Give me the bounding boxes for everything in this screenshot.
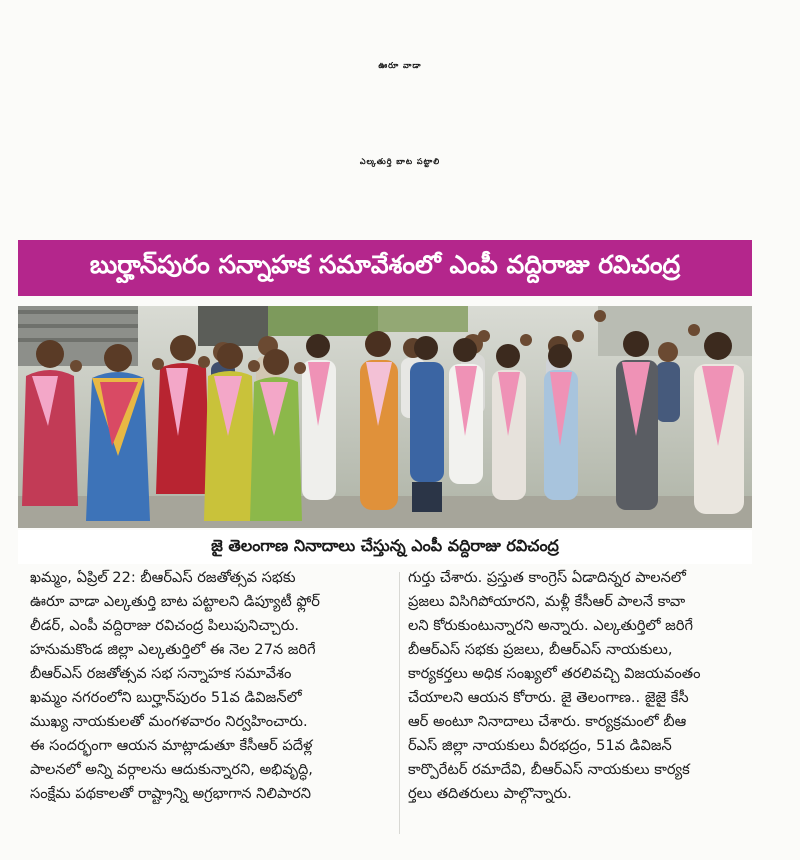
column-divider: [399, 572, 400, 834]
photo-caption: జై తెలంగాణ నినాదాలు చేస్తున్న ఎంపీ వద్దిరాజు రవిచంద్ర: [211, 535, 559, 555]
headline-line-2: ఎల్కతుర్తి బాట పట్టాలి: [359, 157, 441, 166]
article-line: కార్యకర్తలు అధిక సంఖ్యలో తరలివచ్చి విజయవంతం: [408, 665, 701, 682]
article-line: లని కోరుకుంటున్నారని అన్నారు. ఎల్కతుర్తిలో జరిగే: [408, 617, 693, 634]
subheadline-text: బుర్హాన్‌పురం సన్నాహక సమావేశంలో ఎంపీ వద్దిరాజు రవిచంద్ర: [89, 250, 681, 279]
article-line: హనుమకొండ జిల్లా ఎల్కతుర్తిలో ఈ నెల 27న జరిగే: [30, 641, 316, 658]
news-photo: [18, 306, 752, 528]
article-line: ఆర్ అంటూ నినాదాలు చేశారు. కార్యక్రమంలో బీఆ: [408, 713, 687, 730]
article-line: బీఆర్ఎస్ సభకు ప్రజలు, బీఆర్ఎస్ నాయకులు,: [408, 641, 673, 658]
article-line: పాలనలో అన్ని వర్గాలను ఆదుకున్నారని, అభివృద్ధి,: [30, 761, 313, 778]
article-line: కార్పొరేటర్ రమాదేవి, బీఆర్ఎస్ నాయకులు కార్యక: [408, 761, 690, 778]
article-line: ఖమ్మం, ఏప్రిల్ 22: బీఆర్ఎస్ రజతోత్సవ సభకు: [30, 569, 296, 586]
article-line: ప్రజలు విసిగిపోయారని, మళ్లీ కేసీఆర్ పాలనే కావా: [408, 593, 686, 610]
article-line: ఖమ్మం నగరంలోని బుర్హాన్‌పురం 51వ డివిజన్‌లో: [30, 689, 302, 706]
article-column-2: [408, 566, 768, 806]
article-column-1: [30, 566, 390, 806]
article-line: చేయాలని ఆయన కోరారు. జై తెలంగాణ.. జైజై కేసీ: [408, 689, 689, 706]
article-line: ర్ఎస్ జిల్లా నాయకులు వీరభద్రం, 51వ డివిజన్: [408, 737, 672, 754]
headline-line-1: ఊరూ వాడా: [378, 61, 422, 70]
group-photo-illustration: [18, 306, 752, 528]
article-line: ర్తలు తదితరులు పాల్గొన్నారు.: [408, 785, 572, 802]
article-line: ముఖ్య నాయకులతో మంగళవారం నిర్వహించారు.: [30, 713, 308, 730]
article-line: గుర్తు చేశారు. ప్రస్తుత కాంగ్రెస్ ఏడాదిన్నర పాలనలో: [408, 569, 686, 586]
article-line: ఈ సందర్భంగా ఆయన మాట్లాడుతూ కేసీఆర్ పదేళ్ల: [30, 737, 313, 754]
article-line: ఊరూ వాడా ఎల్కతుర్తి బాట పట్టాలని డిప్యూటీ ఫ్లోర్: [30, 593, 320, 610]
subheadline-banner: [18, 240, 752, 296]
article-line: సంక్షేమ పథకాలతో రాష్ట్రాన్ని అగ్రభాగాన నిలిపారని: [30, 785, 312, 802]
photo-caption-bar: [18, 530, 752, 564]
article-line: బీఆర్ఎస్ రజతోత్సవ సభ సన్నాహక సమావేశం: [30, 665, 292, 682]
article-line: లీడర్, ఎంపీ వద్దిరాజు రవిచంద్ర పిలుపునిచ్చారు.: [30, 617, 300, 634]
